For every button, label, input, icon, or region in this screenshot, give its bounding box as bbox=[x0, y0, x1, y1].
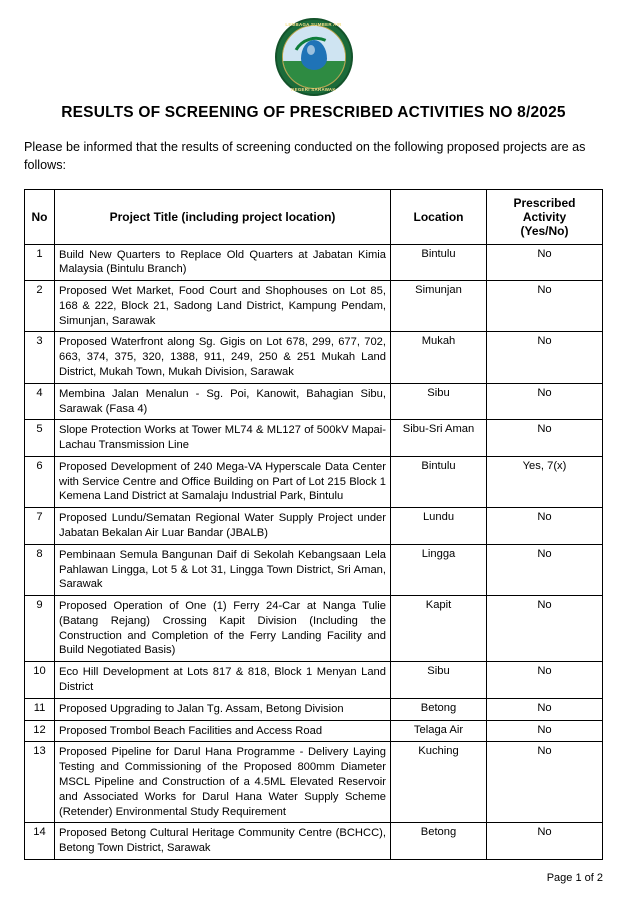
water-drop-icon bbox=[301, 40, 327, 70]
header-prescribed-activity: Prescribed Activity (Yes/No) bbox=[487, 189, 603, 244]
logo-band-top: LEMBAGA SUMBER AIR bbox=[285, 22, 342, 27]
cell-prescribed-activity: No bbox=[487, 698, 603, 720]
cell-project-title: Proposed Development of 240 Mega-VA Hyperscale Data Center with Service Centre and Office Building on Part of Lot 215 Block 1 Kemena Land District at Samalaju Industrial Park, Bintulu bbox=[55, 456, 391, 507]
header-location: Location bbox=[391, 189, 487, 244]
cell-location: Bintulu bbox=[391, 244, 487, 281]
cell-location: Bintulu bbox=[391, 456, 487, 507]
cell-prescribed-activity: No bbox=[487, 244, 603, 281]
cell-prescribed-activity: No bbox=[487, 596, 603, 662]
cell-project-title: Build New Quarters to Replace Old Quarters at Jabatan Kimia Malaysia (Bintulu Branch) bbox=[55, 244, 391, 281]
logo-container bbox=[24, 18, 603, 96]
cell-project-title: Proposed Trombol Beach Facilities and Access Road bbox=[55, 720, 391, 742]
cell-no: 10 bbox=[25, 662, 55, 699]
cell-location: Lingga bbox=[391, 544, 487, 595]
table-row bbox=[25, 596, 603, 662]
logo-inner bbox=[282, 25, 346, 89]
cell-prescribed-activity: No bbox=[487, 508, 603, 545]
cell-location: Kuching bbox=[391, 742, 487, 823]
cell-location: Sibu-Sri Aman bbox=[391, 420, 487, 457]
table-row bbox=[25, 662, 603, 699]
cell-location: Simunjan bbox=[391, 281, 487, 332]
cell-prescribed-activity: No bbox=[487, 720, 603, 742]
table-row bbox=[25, 508, 603, 545]
table-row bbox=[25, 544, 603, 595]
lembaga-sumber-air-logo-icon bbox=[275, 18, 353, 96]
cell-project-title: Proposed Pipeline for Darul Hana Programme - Delivery Laying Testing and Commissioning of the Proposed 800mm Diameter MSCL Pipeline and Construction of a 4.5ML Elevated Reservoir and Associated Works for Darul Hana Water Supply Scheme (Retender) Environmental Study Requirement bbox=[55, 742, 391, 823]
cell-project-title: Proposed Betong Cultural Heritage Community Centre (BCHCC), Betong Town District, Sarawak bbox=[55, 823, 391, 860]
table-row bbox=[25, 281, 603, 332]
header-project-title: Project Title (including project location) bbox=[55, 189, 391, 244]
cell-prescribed-activity: No bbox=[487, 420, 603, 457]
cell-prescribed-activity: No bbox=[487, 544, 603, 595]
page-footer: Page 1 of 2 bbox=[546, 872, 603, 884]
cell-project-title: Proposed Wet Market, Food Court and Shophouses on Lot 85, 168 & 222, Block 21, Sadong Land District, Kampung Pendam, Simunjan, Sarawak bbox=[55, 281, 391, 332]
cell-project-title: Proposed Operation of One (1) Ferry 24-Car at Nanga Tulie (Batang Rejang) Crossing Kapit Division (Including the Construction and Completion of the Ferry Landing Facility and Build Negotiated Basis) bbox=[55, 596, 391, 662]
table-row bbox=[25, 332, 603, 383]
cell-no: 12 bbox=[25, 720, 55, 742]
cell-project-title: Proposed Lundu/Sematan Regional Water Supply Project under Jabatan Bekalan Air Luar Bandar (JBALB) bbox=[55, 508, 391, 545]
cell-project-title: Proposed Upgrading to Jalan Tg. Assam, Betong Division bbox=[55, 698, 391, 720]
cell-no: 6 bbox=[25, 456, 55, 507]
table-row bbox=[25, 698, 603, 720]
cell-prescribed-activity: No bbox=[487, 742, 603, 823]
cell-location: Betong bbox=[391, 698, 487, 720]
table-header-row bbox=[25, 189, 603, 244]
cell-no: 4 bbox=[25, 383, 55, 420]
table-body bbox=[25, 244, 603, 859]
table-row bbox=[25, 420, 603, 457]
cell-location: Betong bbox=[391, 823, 487, 860]
table-row bbox=[25, 383, 603, 420]
cell-location: Sibu bbox=[391, 662, 487, 699]
cell-project-title: Membina Jalan Menalun - Sg. Poi, Kanowit, Bahagian Sibu, Sarawak (Fasa 4) bbox=[55, 383, 391, 420]
cell-project-title: Pembinaan Semula Bangunan Daif di Sekolah Kebangsaan Lela Pahlawan Lingga, Lot 5 & Lot 31, Lingga Town District, Sri Aman, Sarawak bbox=[55, 544, 391, 595]
cell-location: Sibu bbox=[391, 383, 487, 420]
cell-no: 5 bbox=[25, 420, 55, 457]
table-row bbox=[25, 244, 603, 281]
cell-project-title: Eco Hill Development at Lots 817 & 818, Block 1 Menyan Land District bbox=[55, 662, 391, 699]
cell-no: 7 bbox=[25, 508, 55, 545]
header-no: No bbox=[25, 189, 55, 244]
screening-results-table bbox=[24, 189, 603, 860]
cell-no: 3 bbox=[25, 332, 55, 383]
page-title: RESULTS OF SCREENING OF PRESCRIBED ACTIVITIES NO 8/2025 bbox=[61, 104, 566, 121]
cell-location: Kapit bbox=[391, 596, 487, 662]
cell-no: 8 bbox=[25, 544, 55, 595]
table-row bbox=[25, 456, 603, 507]
cell-project-title: Proposed Waterfront along Sg. Gigis on Lot 678, 299, 677, 702, 663, 374, 375, 320, 1388, 911, 249, 250 & 251 Mukah Land District, Mukah Town, Mukah Division, Sarawak bbox=[55, 332, 391, 383]
cell-no: 11 bbox=[25, 698, 55, 720]
table-row bbox=[25, 720, 603, 742]
cell-prescribed-activity: No bbox=[487, 332, 603, 383]
logo-band-bottom: NEGERI SARAWAK bbox=[291, 87, 336, 92]
cell-no: 1 bbox=[25, 244, 55, 281]
cell-no: 14 bbox=[25, 823, 55, 860]
cell-location: Mukah bbox=[391, 332, 487, 383]
intro-paragraph: Please be informed that the results of screening conducted on the following proposed projects are as follows: bbox=[24, 140, 586, 173]
cell-prescribed-activity: Yes, 7(x) bbox=[487, 456, 603, 507]
cell-location: Telaga Air bbox=[391, 720, 487, 742]
cell-project-title: Slope Protection Works at Tower ML74 & ML127 of 500kV Mapai-Lachau Transmission Line bbox=[55, 420, 391, 457]
table-row bbox=[25, 742, 603, 823]
cell-prescribed-activity: No bbox=[487, 662, 603, 699]
cell-location: Lundu bbox=[391, 508, 487, 545]
cell-prescribed-activity: No bbox=[487, 823, 603, 860]
cell-prescribed-activity: No bbox=[487, 383, 603, 420]
cell-no: 9 bbox=[25, 596, 55, 662]
cell-no: 2 bbox=[25, 281, 55, 332]
cell-no: 13 bbox=[25, 742, 55, 823]
table-row bbox=[25, 823, 603, 860]
cell-prescribed-activity: No bbox=[487, 281, 603, 332]
